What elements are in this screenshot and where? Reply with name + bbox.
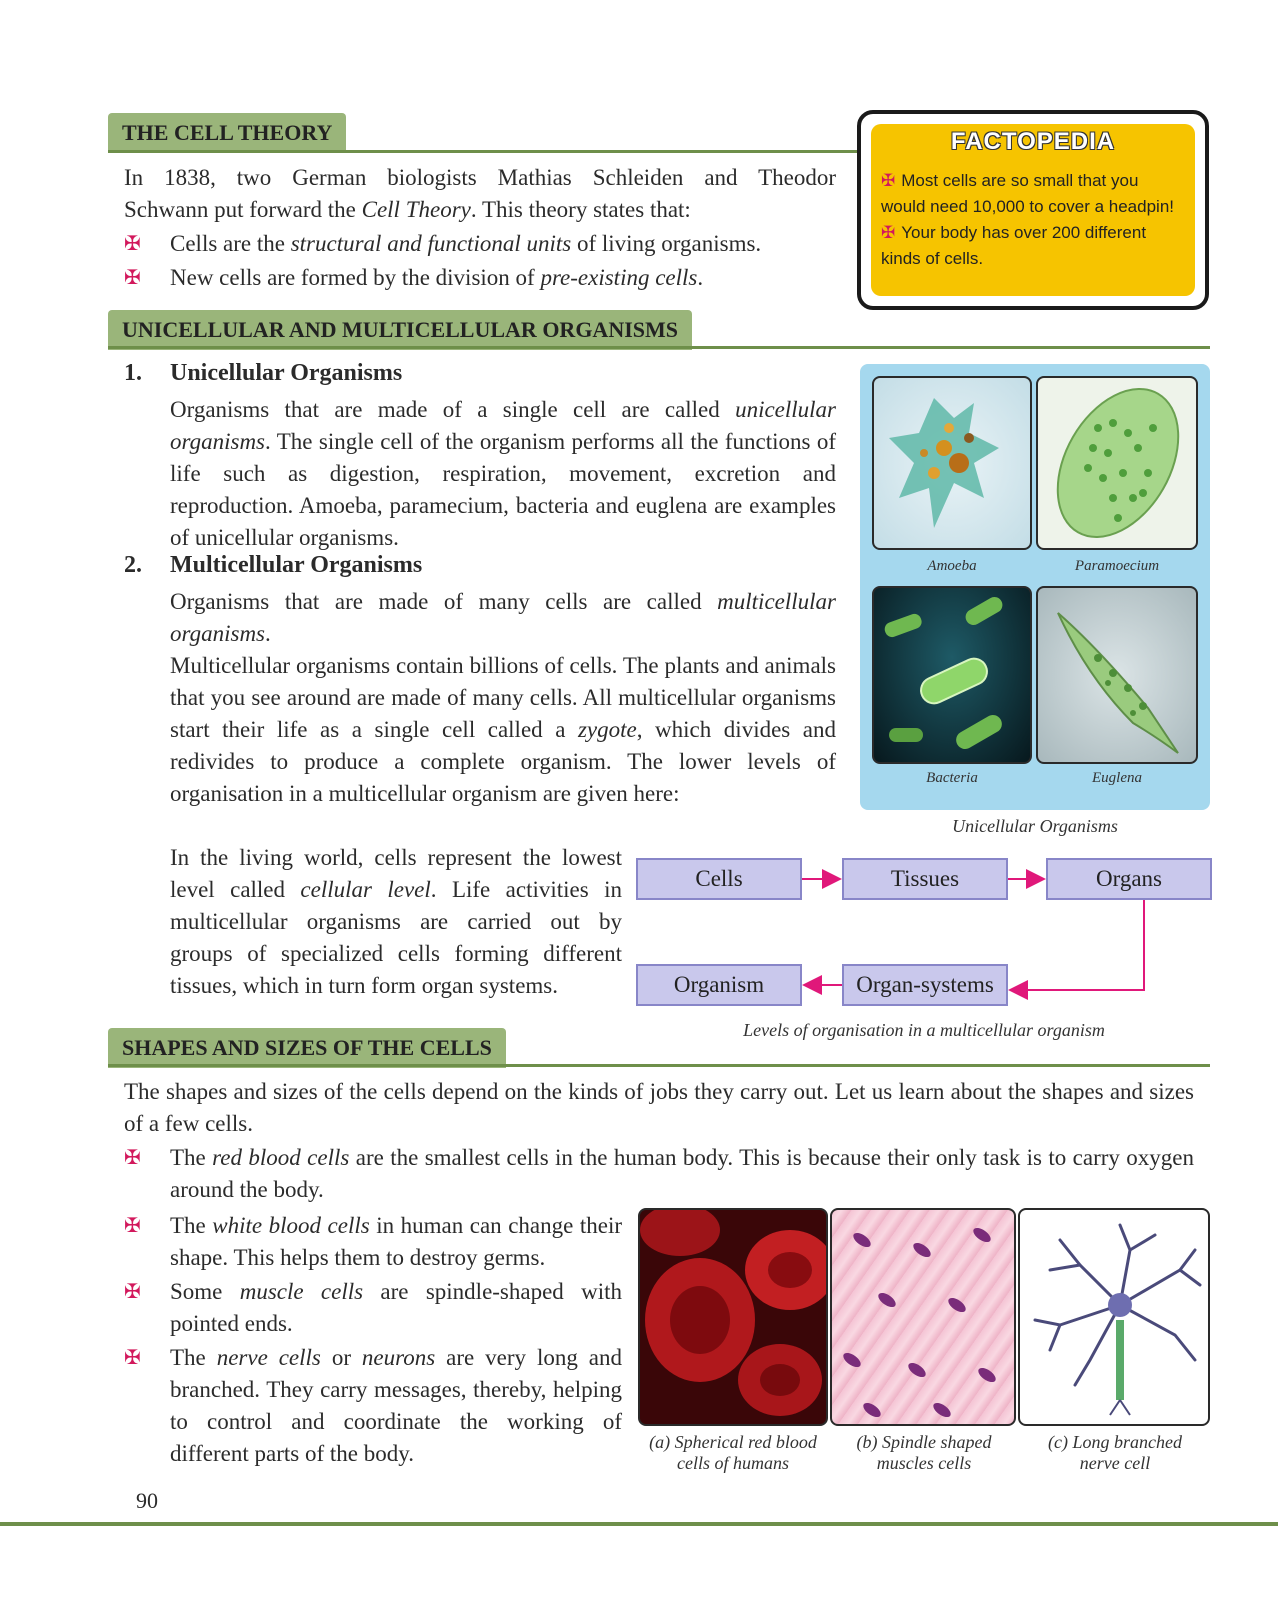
- multicellular-paragraph-1: Organisms that are made of many cells are called multicellular organisms.: [170, 589, 836, 646]
- multicellular-title: Multicellular Organisms: [170, 552, 423, 578]
- unicellular-title: Unicellular Organisms: [170, 360, 403, 386]
- paramoecium-label: Paramoecium: [1074, 558, 1160, 574]
- level-box-tissues: Tissues: [842, 858, 1008, 900]
- bullet-cross-icon: ✠: [124, 1147, 141, 1169]
- bullet-cross-icon: ✠: [124, 1347, 141, 1369]
- shapes-bullet-muscle: Some muscle cells are spindle-shaped with pointed ends.: [170, 1279, 623, 1336]
- rbc-caption: (a) Spherical red blood cells of humans: [649, 1432, 817, 1473]
- bullet-cross-icon: ✠: [881, 223, 896, 242]
- muscle-cells-image: [830, 1208, 1016, 1426]
- footer-rule: [0, 1522, 1278, 1526]
- cell-theory-intro: In 1838, two German biologists Mathias Schleiden and Theodor: [124, 165, 836, 190]
- amoeba-label: Amoeba: [927, 558, 977, 574]
- bullet-cross-icon: ✠: [124, 1215, 141, 1237]
- bacteria-label: Bacteria: [926, 770, 978, 786]
- cell-theory-bullet-1: Cells are the structural and functional units of living organisms.: [170, 231, 762, 256]
- bullet-cross-icon: ✠: [124, 233, 141, 255]
- section-heading-uni-multi: UNICELLULAR AND MULTICELLULAR ORGANISMS: [108, 310, 692, 350]
- bullet-cross-icon: ✠: [881, 171, 896, 190]
- nerve-caption: (c) Long branched nerve cell: [1048, 1432, 1182, 1473]
- bullet-cross-icon: ✠: [124, 267, 141, 289]
- bullet-cross-icon: ✠: [124, 1281, 141, 1303]
- section-heading-shapes: SHAPES AND SIZES OF THE CELLS: [108, 1028, 506, 1068]
- euglena-label: Euglena: [1092, 770, 1142, 786]
- level-box-organ-systems: Organ-systems: [842, 964, 1008, 1006]
- unicellular-figure-caption: Unicellular Organisms: [952, 816, 1118, 836]
- shapes-bullet-rbc: The red blood cells are the smallest cells in the human body. This is because their only task is to carry oxygen around the body.: [170, 1145, 1194, 1202]
- page-number: 90: [136, 1488, 158, 1513]
- muscle-caption: (b) Spindle shaped muscles cells: [856, 1432, 992, 1473]
- factopedia-title: FACTOPEDIA: [950, 128, 1116, 155]
- level-box-organs: Organs: [1046, 858, 1212, 900]
- section-heading-cell-theory: THE CELL THEORY: [108, 113, 346, 153]
- nerve-cell-image: [1018, 1208, 1210, 1426]
- item-number-1: 1.: [124, 360, 142, 386]
- section-rule: [108, 1064, 1210, 1067]
- item-number-2: 2.: [124, 552, 142, 578]
- levels-diagram-caption: Levels of organisation in a multicellular organism: [743, 1020, 1105, 1040]
- fact-1: ✠ Most cells are so small that you would need 10,000 to cover a headpin!: [881, 171, 1175, 216]
- level-box-organism: Organism: [636, 964, 802, 1006]
- fact-2: ✠ Your body has over 200 different kinds of cells.: [881, 223, 1147, 268]
- multicellular-paragraph-2: Multicellular organisms contain billions of cells. The plants and animals that you see around are made of many cells. All multicellular organisms start their life as a single cell called a zygote, which divides and redivides to produce a complete organism. The lower levels of organisation in a multicellular organism are given here:: [170, 653, 837, 806]
- shapes-intro: The shapes and sizes of the cells depend on the kinds of jobs they carry out. Let us learn about the shapes and sizes of a few cells.: [124, 1079, 1194, 1136]
- cell-theory-bullet-2: New cells are formed by the division of pre-existing cells.: [170, 265, 704, 290]
- multicellular-paragraph-3: In the living world, cells represent the lowest level called cellular level. Life activities in multicellular organisms are carried out by groups of specialized cells forming different tissues, which in turn form organ systems.: [170, 845, 622, 998]
- cell-theory-intro-2: Schwann put forward the Cell Theory. This theory states that:: [124, 197, 691, 222]
- shapes-bullet-wbc: The white blood cells in human can change their shape. This helps them to destroy germs.: [170, 1213, 622, 1270]
- rbc-image: [638, 1208, 828, 1426]
- shapes-bullet-nerve: The nerve cells or neurons are very long and branched. They carry messages, thereby, helping to control and coordinate the working of different parts of the body.: [170, 1345, 622, 1466]
- unicellular-paragraph: Organisms that are made of a single cell are called unicellular organisms. The single cell of the organism performs all the functions of life such as digestion, respiration, movement, excretion and reproduction. Amoeba, paramecium, bacteria and euglena are examples of unicellular organisms.: [170, 397, 836, 550]
- level-box-cells: Cells: [636, 858, 802, 900]
